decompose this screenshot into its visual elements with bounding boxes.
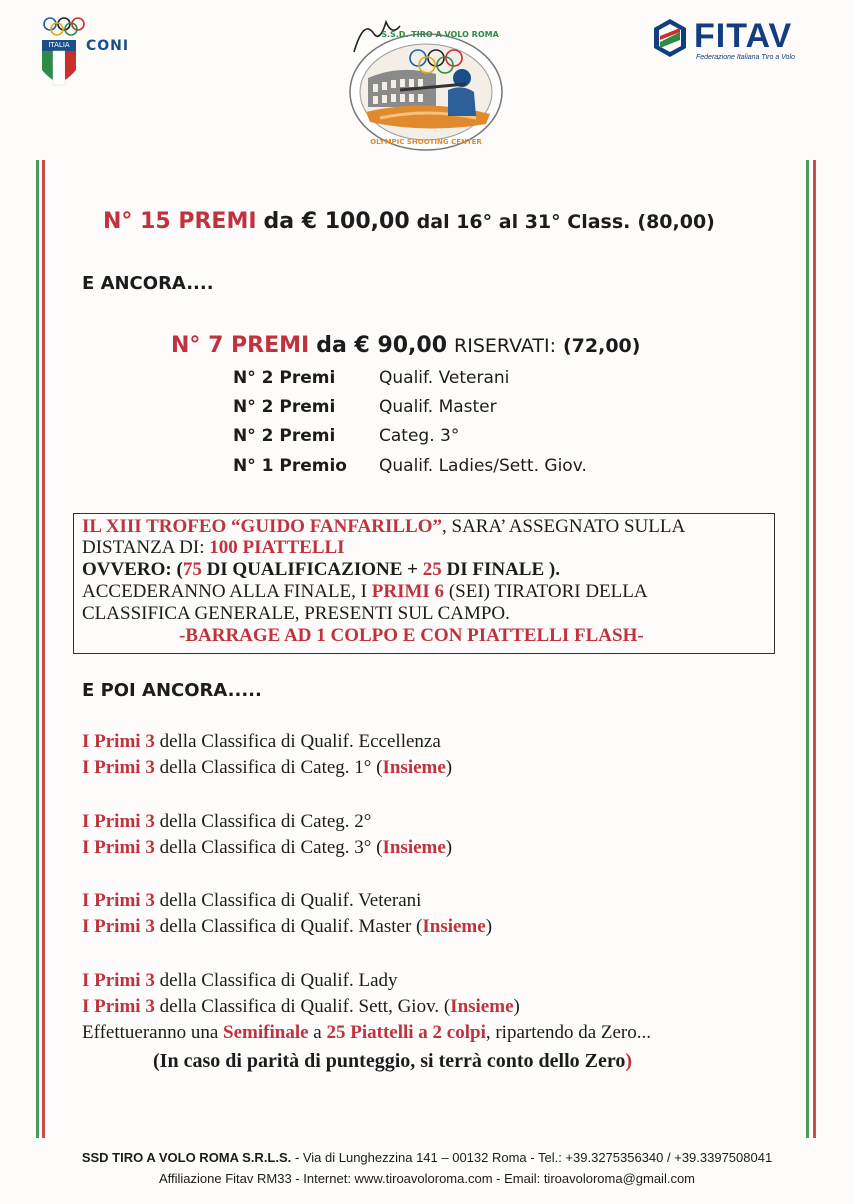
fitav-emblem-icon (652, 18, 688, 58)
prize-7-amount: da € 90,00 (316, 333, 448, 358)
prize-7-item (233, 368, 509, 388)
right-border-red (813, 160, 816, 1138)
coni-logo (40, 16, 150, 88)
parita-close: ) (625, 1050, 633, 1072)
prize-7-item (233, 456, 587, 476)
ancora-heading: E ANCORA.... (82, 273, 214, 294)
trofeo-line-3 (82, 560, 560, 580)
footer-line-2: Affiliazione Fitav RM33 - Internet: www.tiroavoloroma.com - Email: tiroavoloroma@gmail.com (158, 1171, 696, 1186)
prize-7-count: N° 7 PREMI (171, 333, 310, 358)
classifica-prefix: della Classifica di (159, 731, 296, 752)
classifica-prefix: della Classifica di (159, 757, 296, 778)
insieme-label: Insieme (450, 996, 514, 1017)
classifica-category: Qualif. Master (300, 916, 412, 937)
trofeo-finale-text: ACCEDERANNO ALLA FINALE, I (82, 581, 372, 602)
insieme-label: Insieme (422, 916, 486, 937)
semifinale-label: Semifinale (223, 1022, 309, 1043)
club-logo-text-bottom: OLYMPIC SHOOTING CENTER (370, 138, 482, 146)
classifica-prefix: della Classifica di (159, 811, 296, 832)
trofeo-box (73, 513, 775, 654)
trofeo-qualification-label: DI QUALIFICAZIONE + (201, 559, 423, 580)
prize-15-count: N° 15 PREMI (103, 209, 257, 234)
left-border-green (36, 160, 39, 1138)
classifica-row: I Primi 3 della Classifica di Qualif. Master (Insieme) (82, 916, 493, 937)
semifinale-a: a (308, 1022, 327, 1043)
prize-15-line (103, 209, 715, 234)
primi-3-label: I Primi 3 (82, 890, 155, 911)
prize-7-item-desc: Qualif. Ladies/Sett. Giov. (379, 456, 587, 476)
olympic-rings-icon (42, 16, 86, 36)
prize-7-item-count: N° 2 Premi (233, 397, 336, 417)
classifica-row (82, 811, 371, 833)
classifica-row: I Primi 3 della Classifica di Categ. 3° (Insieme) (82, 837, 453, 858)
trofeo-line-1-rest: , SARA’ ASSEGNATO SULLA (442, 516, 686, 537)
classifica-row: I Primi 3 della Classifica di Qualif. Sett, Giov. (Insieme) (82, 996, 520, 1017)
club-logo (340, 12, 512, 158)
parita-text: (In caso di parità di punteggio, si terrà conto dello Zero (153, 1050, 626, 1072)
trofeo-distance-label: DISTANZA DI: (82, 537, 210, 558)
primi-3-label: I Primi 3 (82, 757, 155, 778)
fitav-label: FITAV (694, 17, 793, 55)
classifica-prefix: della Classifica di (159, 970, 296, 991)
classifica-category: Categ. 3° (300, 837, 372, 858)
classifica-category: Categ. 1° (300, 757, 372, 778)
classifica-row: I Primi 3 della Classifica di Categ. 1° (Insieme) (82, 757, 453, 778)
classifica-row (82, 970, 398, 992)
footer-address: - Via di Lunghezzina 141 – 00132 Roma - Tel.: +39.3275356340 / +39.3397508041 (291, 1150, 773, 1165)
trofeo-line-4 (82, 582, 648, 602)
footer-line-1 (0, 1150, 854, 1165)
primi-3-label: I Primi 3 (82, 731, 155, 752)
classifica-category: Categ. 2° (300, 811, 372, 832)
primi-3-label: I Primi 3 (82, 811, 155, 832)
parita-note (153, 1050, 632, 1073)
prize-15-net: (80,00) (637, 211, 715, 233)
fitav-logo (652, 18, 822, 62)
prize-7-line (171, 333, 640, 358)
classifica-prefix: della Classifica di (159, 837, 296, 858)
trofeo-final-count: 25 (422, 559, 442, 580)
trofeo-final-label: DI FINALE ). (441, 559, 560, 580)
footer-company: SSD TIRO A VOLO ROMA S.R.L.S. (81, 1150, 292, 1165)
insieme-label: Insieme (382, 837, 446, 858)
prize-7-item-count: N° 2 Premi (233, 426, 336, 446)
left-border-red (42, 160, 45, 1138)
fitav-subtitle: Federazione Italiana Tiro a Volo (696, 54, 795, 61)
insieme-label: Insieme (382, 757, 446, 778)
classifica-prefix: della Classifica di (159, 890, 296, 911)
classifica-prefix: della Classifica di (159, 996, 296, 1017)
trofeo-title: IL XIII TROFEO “GUIDO FANFARILLO” (82, 516, 442, 537)
prize-7-item (233, 397, 497, 417)
semifinale-piattelli: 25 Piattelli a 2 colpi (326, 1022, 486, 1043)
club-logo-text-top: S.S.D. TIRO A VOLO ROMA (381, 30, 499, 39)
italia-label: ITALIA (48, 41, 70, 49)
semifinale-line (82, 1022, 651, 1044)
primi-3-label: I Primi 3 (82, 996, 155, 1017)
trofeo-primi-6: PRIMI 6 (371, 581, 445, 602)
prize-7-item-desc: Categ. 3° (379, 426, 460, 446)
trofeo-distance-value: 100 PIATTELLI (209, 537, 345, 558)
primi-3-label: I Primi 3 (82, 916, 155, 937)
classifica-prefix: della Classifica di (159, 916, 296, 937)
right-border-green (806, 160, 809, 1138)
trofeo-barrage: -BARRAGE AD 1 COLPO E CON PIATTELLI FLASH- (179, 625, 644, 646)
semifinale-intro: Effettueranno una (82, 1022, 224, 1043)
classifica-category: Qualif. Eccellenza (300, 731, 441, 752)
prize-7-item-desc: Qualif. Veterani (379, 368, 510, 388)
trofeo-ovvero: OVVERO: ( (82, 559, 183, 580)
trofeo-line-2 (82, 538, 345, 558)
primi-3-label: I Primi 3 (82, 970, 155, 991)
coni-label: CONI (86, 38, 130, 54)
prize-7-reserved: RISERVATI: (454, 335, 556, 357)
prize-7-item-count: N° 2 Premi (233, 368, 336, 388)
trofeo-finale-rest: (SEI) TIRATORI DELLA (444, 581, 648, 602)
semifinale-rest: , ripartendo da Zero... (485, 1022, 651, 1043)
classifica-category: Qualif. Veterani (300, 890, 422, 911)
classifica-row (82, 890, 421, 912)
italia-shield (42, 40, 76, 86)
prize-15-amount: da € 100,00 (263, 209, 410, 234)
classifica-category: Qualif. Sett, Giov. (300, 996, 440, 1017)
prize-7-item (233, 426, 459, 446)
prize-7-item-count: N° 1 Premio (233, 456, 347, 476)
trofeo-line-5: CLASSIFICA GENERALE, PRESENTI SUL CAMPO. (82, 603, 510, 624)
primi-3-label: I Primi 3 (82, 837, 155, 858)
prize-7-item-desc: Qualif. Master (379, 397, 497, 417)
classifica-row (82, 731, 441, 753)
prize-15-range: dal 16° al 31° Class. (416, 211, 631, 233)
prize-7-net: (72,00) (562, 335, 641, 357)
trofeo-line-1 (82, 517, 685, 537)
classifica-category: Qualif. Lady (300, 970, 398, 991)
trofeo-qualification-count: 75 (182, 559, 202, 580)
poi-ancora-heading: E POI ANCORA..... (82, 680, 262, 701)
